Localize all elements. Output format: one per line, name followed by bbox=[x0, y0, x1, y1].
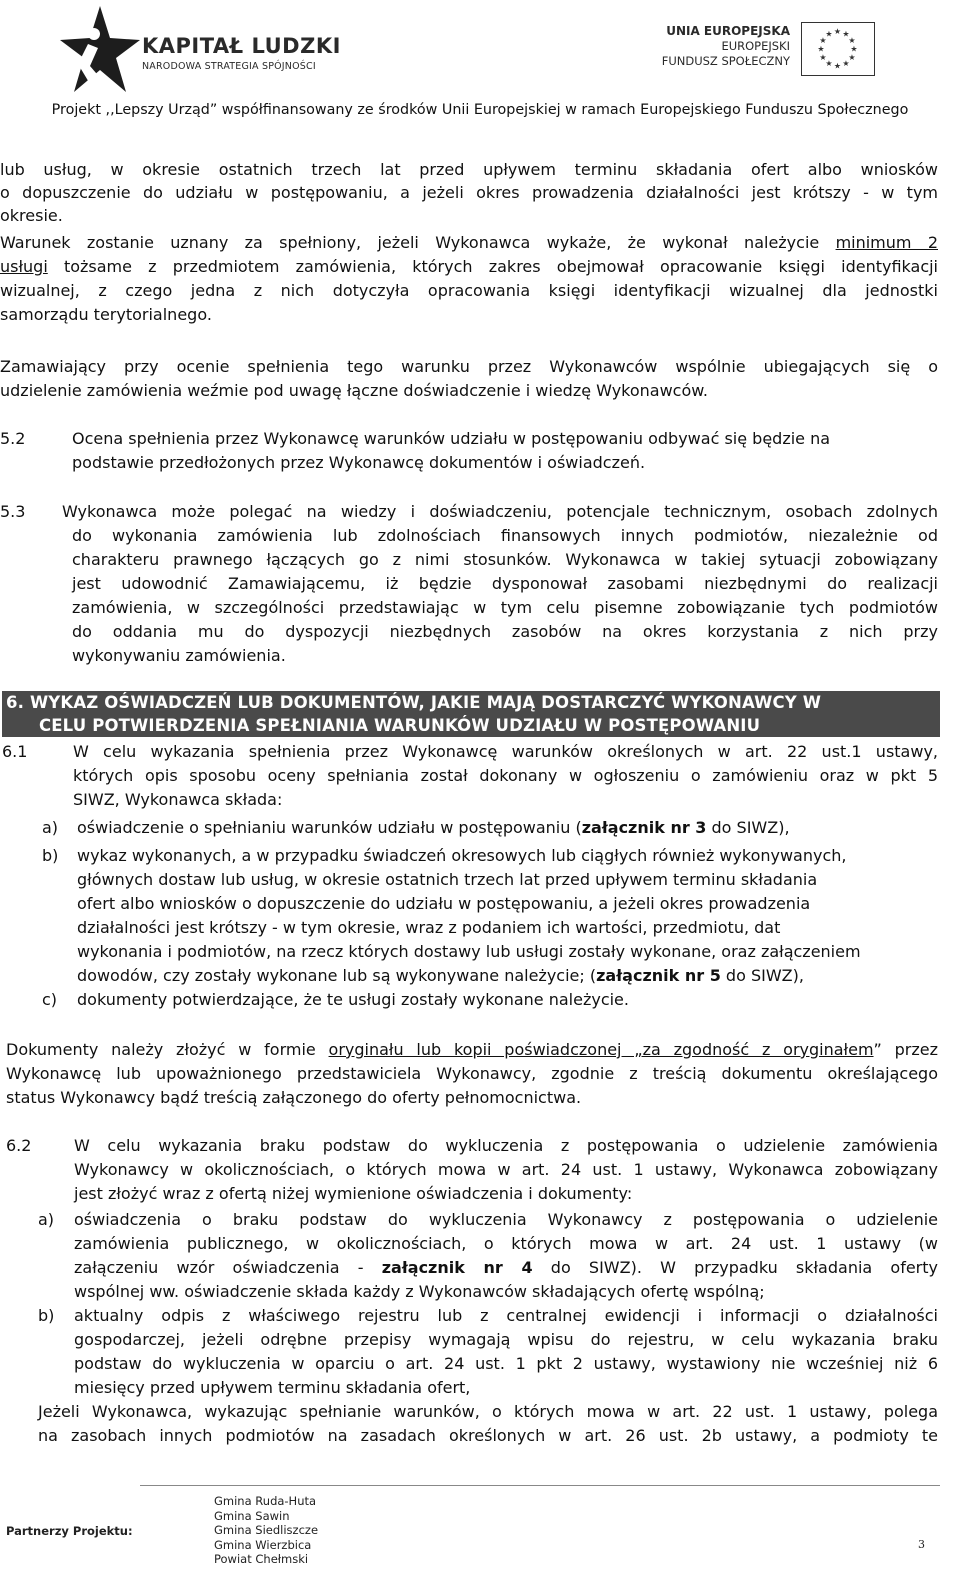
condition-line: usługi tożsame z przedmiotem zamówienia, których zakres obejmował opracowanie księgi identyfikacji bbox=[0, 257, 938, 276]
section-number: 6.2 bbox=[6, 1136, 32, 1155]
p61-item-b-line: wykaz wykonanych, a w przypadku świadczeń okresowych lub ciągłych również wykonywanych, bbox=[77, 846, 847, 865]
footer-divider bbox=[140, 1485, 940, 1486]
joint-line: udzielenie zamówienia weźmie pod uwagę łączne doświadczenie i wiedzę Wykonawców. bbox=[0, 381, 708, 400]
p62-item-a-line: wspólnej ww. oświadczenie składa każdy z Wykonawców składających ofertę wspólną; bbox=[74, 1282, 765, 1301]
section-number: 5.3 bbox=[0, 502, 26, 521]
svg-text:★: ★ bbox=[819, 53, 827, 62]
star-silhouette-icon bbox=[60, 4, 140, 96]
intro-line: okresie. bbox=[0, 206, 63, 225]
condition-line: samorządu terytorialnego. bbox=[0, 305, 212, 324]
svg-text:★: ★ bbox=[825, 59, 833, 68]
p61-item-c: dokumenty potwierdzające, że te usługi zostały wykonane należycie. bbox=[77, 990, 629, 1009]
list-marker: a) bbox=[38, 1210, 55, 1229]
p62-item-b-line: podstaw do wykluczenia w oparciu o art. 24 ust. 1 pkt 2 ustawy, wystawiony nie wcześniej niż 6 bbox=[74, 1354, 938, 1373]
kapital-ludzki-logo bbox=[60, 4, 360, 96]
eu-line-3: FUNDUSZ SPOŁECZNY bbox=[661, 54, 790, 68]
p62-item-a-line: oświadczenia o braku podstaw do wykluczenia Wykonawcy z postępowania o udzielenie bbox=[74, 1210, 938, 1229]
attachment-ref: załącznik nr 4 bbox=[381, 1258, 533, 1277]
p62-item-a-line: załączeniu wzór oświadczenia - załącznik nr 4 do SIWZ). W przypadku składania oferty bbox=[74, 1258, 938, 1277]
partners-label: Partnerzy Projektu: bbox=[6, 1524, 133, 1538]
p61-item-a: oświadczenie o spełnianiu warunków udziału w postępowaniu (załącznik nr 3 do SIWZ), bbox=[77, 818, 790, 837]
eu-logo bbox=[655, 22, 885, 82]
svg-text:★: ★ bbox=[833, 61, 842, 71]
list-marker: c) bbox=[42, 990, 58, 1009]
logo-subtitle: NARODOWA STRATEGIA SPÓJNOŚCI bbox=[142, 61, 316, 72]
docs-line: Wykonawcę lub upoważnionego przedstawiciela Wykonawcy, zgodnie z treścią dokumentu określającego bbox=[6, 1064, 938, 1083]
list-marker: a) bbox=[42, 818, 59, 837]
svg-text:★: ★ bbox=[842, 59, 850, 68]
section-number: 5.2 bbox=[0, 429, 26, 448]
p62-line: Wykonawcy w okolicznościach, o których mowa w art. 24 ust. 1 ustawy, Wykonawca zobowiązany bbox=[74, 1160, 938, 1179]
section-6-heading-line: 6. WYKAZ OŚWIADCZEŃ LUB DOKUMENTÓW, JAKIE MAJĄ DOSTARCZYĆ WYKONAWCY W bbox=[6, 693, 822, 712]
condition-line: wizualnej, z czego jedna z nich dotyczyła opracowania księgi identyfikacji wizualnej dla jednostki bbox=[0, 281, 938, 300]
logo-title: KAPITAŁ LUDZKI bbox=[142, 34, 341, 58]
p62-tail-line: na zasobach innych podmiotów na zasadach określonych w art. 26 ust. 2b ustawy, a podmioty te bbox=[38, 1426, 938, 1445]
p52-line: podstawie przedłożonych przez Wykonawcę dokumentów i oświadczeń. bbox=[72, 453, 646, 472]
p61-item-b-line: wykonania i podmiotów, na rzecz których dostawy lub usługi zostały wykonane, oraz załączeniem bbox=[77, 942, 861, 961]
p53-line: do wykonania zamówienia lub zdolnościach finansowych innych podmiotów, niezależnie od bbox=[72, 526, 938, 545]
condition-line: Warunek zostanie uznany za spełniony, jeżeli Wykonawca wykaże, że wykonał należycie minimum 2 bbox=[0, 233, 938, 252]
p53-line: jest udowodnić Zamawiającemu, iż będzie dysponował zasobami niezbędnymi do realizacji bbox=[72, 574, 938, 593]
p62-line: W celu wykazania braku podstaw do wykluczenia z postępowania o udzielenie zamówienia bbox=[74, 1136, 938, 1155]
attachment-ref: załącznik nr 5 bbox=[596, 966, 721, 985]
p53-line: wykonywaniu zamówienia. bbox=[72, 646, 286, 665]
intro-line: o dopuszczenie do udziału w postępowaniu, a jeżeli okres prowadzenia działalności jest krótszy - w tym bbox=[0, 183, 938, 202]
p62-tail-line: Jeżeli Wykonawca, wykazując spełnianie warunków, o których mowa w art. 22 ust. 1 ustawy, polega bbox=[38, 1402, 938, 1421]
svg-text:★: ★ bbox=[819, 36, 827, 45]
p61-item-b-line: dowodów, czy zostały wykonane lub są wykonywane należycie; (załącznik nr 5 do SIWZ), bbox=[77, 966, 804, 985]
p53-line: Wykonawca może polegać na wiedzy i doświadczeniu, potencjale technicznym, osobach zdolnych bbox=[62, 502, 938, 521]
underlined-text: oryginału lub kopii poświadczonej „za zgodność z oryginałem bbox=[328, 1040, 874, 1059]
section-number: 6.1 bbox=[2, 742, 28, 761]
list-marker: b) bbox=[42, 846, 59, 865]
p62-item-b-line: aktualny odpis z właściwego rejestru lub z centralnej ewidencji i informacji o działalności bbox=[74, 1306, 938, 1325]
attachment-ref: załącznik nr 3 bbox=[581, 818, 707, 837]
svg-text:★: ★ bbox=[848, 53, 856, 62]
project-line: Projekt ,,Lepszy Urząd” współfinansowany ze środków Unii Europejskiej w ramach Europejskiego Funduszu Społecznego bbox=[51, 102, 909, 118]
p53-line: do oddania mu do dyspozycji niezbędnych zasobów na okres korzystania z nich przy bbox=[72, 622, 938, 641]
list-marker: b) bbox=[38, 1306, 55, 1325]
svg-text:★: ★ bbox=[842, 29, 850, 39]
svg-text:★: ★ bbox=[848, 36, 856, 45]
joint-line: Zamawiający przy ocenie spełnienia tego warunku przez Wykonawców wspólnie ubiegających się o bbox=[0, 357, 938, 376]
partner-item: Gmina Wierzbica bbox=[214, 1538, 312, 1552]
p61-line: SIWZ, Wykonawca składa: bbox=[73, 790, 283, 809]
p52-line: Ocena spełnienia przez Wykonawcę warunków udziału w postępowaniu odbywać się będzie na bbox=[72, 429, 831, 448]
partner-item: Powiat Chełmski bbox=[214, 1552, 309, 1566]
p61-line: których opis sposobu oceny spełniania został dokonany w ogłoszeniu o zamówieniu oraz w pkt 5 bbox=[73, 766, 938, 785]
p61-item-b-line: ofert albo wniosków o dopuszczenie do udziału w postępowaniu, a jeżeli okres prowadzenia bbox=[77, 894, 811, 913]
partner-item: Gmina Sawin bbox=[214, 1509, 290, 1523]
eu-line-2: EUROPEJSKI bbox=[721, 39, 790, 53]
partner-item: Gmina Siedliszcze bbox=[214, 1523, 319, 1537]
p62-line: jest złożyć wraz z ofertą niżej wymienione oświadczenia i dokumenty: bbox=[74, 1184, 633, 1203]
partner-item: Gmina Ruda-Huta bbox=[214, 1494, 317, 1508]
intro-line: lub usług, w okresie ostatnich trzech lat przed upływem terminu składania ofert albo wniosków bbox=[0, 160, 938, 179]
docs-line: Dokumenty należy złożyć w formie oryginału lub kopii poświadczonej „za zgodność z oryginałem” przez bbox=[6, 1040, 938, 1059]
p62-item-b-line: gospodarczej, jeżeli odrębne przepisy wymagają wpisu do rejestru, w celu wykazania braku bbox=[74, 1330, 938, 1349]
svg-text:★: ★ bbox=[833, 27, 842, 36]
p53-line: zamówienia, w szczególności przedstawiając w tym celu pisemne zobowiązanie tych podmiotów bbox=[72, 598, 938, 617]
section-6-heading bbox=[2, 691, 940, 737]
underlined-text: minimum 2 bbox=[835, 233, 938, 252]
docs-line: status Wykonawcy bądź treścią załączonego do oferty pełnomocnictwa. bbox=[6, 1088, 582, 1107]
p62-item-b-line: miesięcy przed upływem terminu składania ofert, bbox=[74, 1378, 471, 1397]
underlined-text: usługi bbox=[0, 257, 48, 276]
p53-line: charakteru prawnego łączących go z nimi stosunków. Wykonawca w takiej sytuacji zobowiązany bbox=[72, 550, 938, 569]
p61-item-b-line: działalności jest krótszy - w tym okresie, wraz z podaniem ich wartości, przedmiotu, dat bbox=[77, 918, 781, 937]
svg-text:★: ★ bbox=[825, 29, 833, 39]
p61-line: W celu wykazania spełnienia przez Wykonawcę warunków określonych w art. 22 ust.1 ustawy, bbox=[73, 742, 938, 761]
section-6-heading-line: CELU POTWIERDZENIA SPEŁNIANIA WARUNKÓW UDZIAŁU W POSTĘPOWANIU bbox=[39, 716, 761, 735]
p61-item-b-line: głównych dostaw lub usług, w okresie ostatnich trzech lat przed upływem terminu składania bbox=[77, 870, 818, 889]
eu-line-1: UNIA EUROPEJSKA bbox=[666, 24, 790, 38]
svg-text:★: ★ bbox=[850, 44, 858, 54]
eu-flag-icon bbox=[801, 22, 875, 76]
svg-text:★: ★ bbox=[817, 44, 825, 54]
page-number: 3 bbox=[918, 1538, 925, 1551]
p62-item-a-line: zamówienia publicznego, w okolicznościach, o których mowa w art. 24 ust. 1 ustawy (w bbox=[74, 1234, 938, 1253]
